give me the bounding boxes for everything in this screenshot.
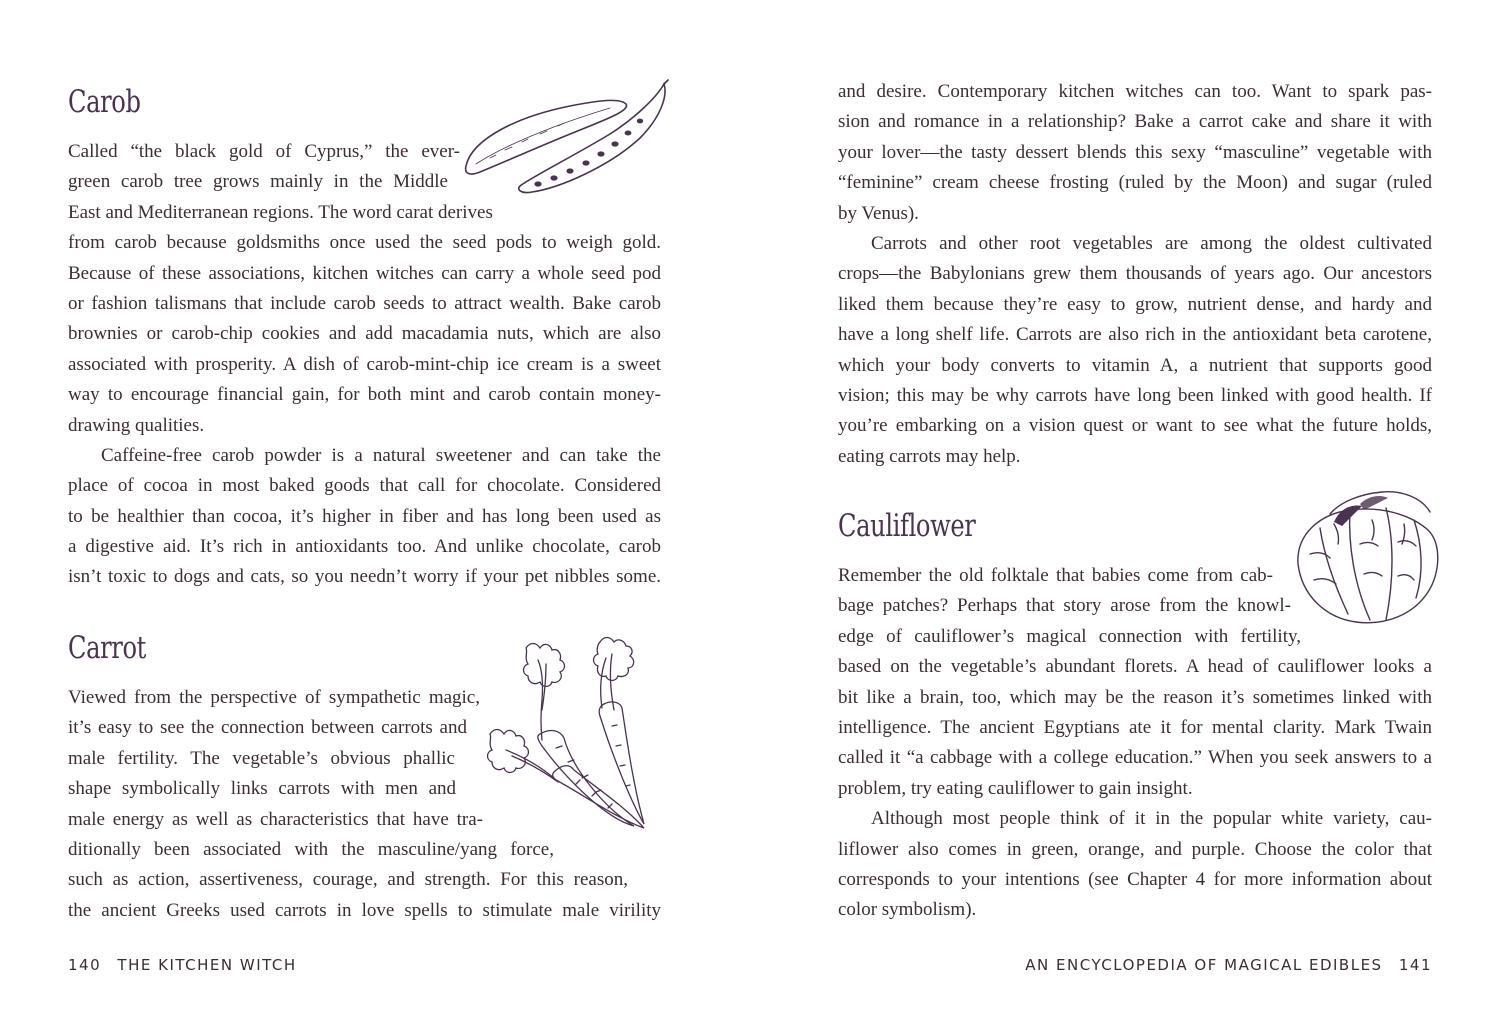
- carrot-body: [68, 683, 661, 926]
- left-footer: [68, 956, 297, 974]
- text-line: a digestive aid. It’s rich in antioxidants too. And unlike chocolate, carob: [68, 536, 661, 558]
- text-line: by Venus).: [838, 202, 919, 224]
- text-line: brownies or carob-chip cookies and add macadamia nuts, which are also: [68, 323, 661, 345]
- text-line: to be healthier than cocoa, it’s higher in fiber and has long been used as: [68, 505, 661, 527]
- page-number: 140: [68, 956, 102, 974]
- text-line: you’re embarking on a vision quest or want to see what the future holds,: [838, 415, 1432, 437]
- text-line: liflower also comes in green, orange, and purple. Choose the color that: [838, 838, 1432, 860]
- text-line: green carob tree grows mainly in the Middle: [68, 171, 448, 193]
- text-line: male energy as well as characteristics that have tra-: [68, 808, 483, 830]
- text-line: from carob because goldsmiths once used the seed pods to weigh gold.: [68, 232, 661, 254]
- cauliflower-body: [838, 561, 1432, 926]
- text-line: it’s easy to see the connection between carrots and: [68, 717, 467, 739]
- text-line: corresponds to your intentions (see Chapter 4 for more information about: [838, 868, 1432, 890]
- text-line: such as action, assertiveness, courage, and strength. For this reason,: [68, 869, 628, 891]
- running-title: THE KITCHEN WITCH: [117, 956, 297, 974]
- text-line: isn’t toxic to dogs and cats, so you needn’t worry if your pet nibbles some.: [68, 566, 661, 588]
- right-page: [750, 0, 1500, 1023]
- text-line: bage patches? Perhaps that story arose from the knowl-: [838, 595, 1291, 617]
- text-line: Called “the black gold of Cyprus,” the ever-: [68, 141, 460, 162]
- text-line: or fashion talismans that include carob seeds to attract wealth. Bake carob: [68, 292, 661, 314]
- running-title: AN ENCYCLOPEDIA OF MAGICAL EDIBLES: [1025, 956, 1383, 974]
- carrot-continued-body: [838, 77, 1432, 472]
- text-line: eating carrots may help.: [838, 445, 1021, 467]
- text-line: problem, try eating cauliflower to gain insight.: [838, 777, 1193, 799]
- text-line: ditionally been associated with the masculine/yang force,: [68, 838, 554, 860]
- text-line: “feminine” cream cheese frosting (ruled by the Moon) and sugar (ruled: [838, 172, 1432, 194]
- text-line: the ancient Greeks used carrots in love spells to stimulate male virility: [68, 899, 661, 921]
- text-line: intelligence. The ancient Egyptians ate it for mental clarity. Mark Twain: [838, 716, 1432, 738]
- text-line: which your body converts to vitamin A, a nutrient that supports good: [838, 354, 1432, 376]
- text-line: male fertility. The vegetable’s obvious phallic: [68, 747, 455, 769]
- text-line: Remember the old folktale that babies come from cab-: [838, 565, 1273, 586]
- text-line: called it “a cabbage with a college education.” When you seek answers to a: [838, 747, 1432, 769]
- text-line: color symbolism).: [838, 899, 977, 921]
- page-number: 141: [1398, 956, 1432, 974]
- text-line: based on the vegetable’s abundant florets. A head of cauliflower looks a: [838, 656, 1432, 678]
- text-line: vision; this may be why carrots have long been linked with good health. If: [838, 384, 1432, 406]
- text-line: Caffeine-free carob powder is a natural sweetener and can take the: [101, 444, 661, 466]
- text-line: way to encourage financial gain, for both mint and carob contain money-: [68, 384, 661, 406]
- text-line: crops—the Babylonians grew them thousands of years ago. Our ancestors: [838, 263, 1432, 285]
- text-line: Although most people think of it in the popular white variety, cau-: [871, 808, 1432, 830]
- text-line: shape symbolically links carrots with men and: [68, 778, 456, 800]
- text-line: East and Mediterranean regions. The word carat derives: [68, 201, 493, 223]
- text-line: and desire. Contemporary kitchen witches can too. Want to spark pas-: [838, 81, 1432, 102]
- text-line: bit like a brain, too, which may be the reason it’s sometimes linked with: [838, 686, 1432, 708]
- carob-heading: Carob: [68, 84, 141, 120]
- text-line: drawing qualities.: [68, 414, 205, 436]
- text-line: sion and romance in a relationship? Bake a carrot cake and share it with: [838, 111, 1432, 133]
- right-footer: [1025, 956, 1432, 974]
- text-line: Because of these associations, kitchen witches can carry a whole seed pod: [68, 262, 661, 284]
- text-line: associated with prosperity. A dish of carob-mint-chip ice cream is a sweet: [68, 353, 661, 375]
- text-line: place of cocoa in most baked goods that call for chocolate. Considered: [68, 475, 661, 497]
- text-line: Carrots and other root vegetables are among the oldest cultivated: [871, 232, 1432, 254]
- carrot-heading: Carrot: [68, 630, 146, 666]
- text-line: liked them because they’re easy to grow, nutrient dense, and hardy and: [838, 293, 1432, 315]
- text-line: Viewed from the perspective of sympathetic magic,: [68, 687, 480, 708]
- text-line: your lover—the tasty dessert blends this sexy “masculine” vegetable with: [838, 141, 1432, 163]
- text-line: have a long shelf life. Carrots are also rich in the antioxidant beta carotene,: [838, 324, 1432, 346]
- cauliflower-heading: Cauliflower: [838, 508, 976, 544]
- text-line: edge of cauliflower’s magical connection with fertility,: [838, 625, 1301, 647]
- carob-body: [68, 137, 661, 593]
